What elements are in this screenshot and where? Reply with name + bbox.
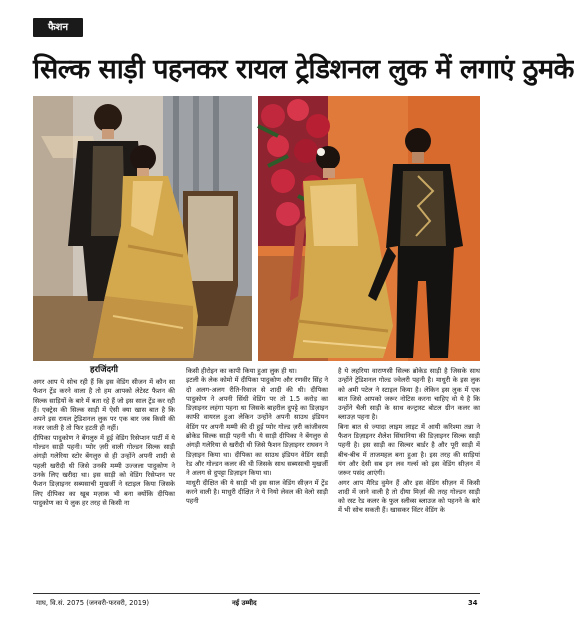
- article-paragraph: दीपिका पादुकोण ने बेंगलुरु में हुई वेडिंग रिसेप्शन पार्टी में ये गोल्डन साड़ी पहनी। प्योर ज़री वाली गोल्डन सिल्क साड़ी अंगड़ी गलेरिया स्टोर बेंगलुरु से ही उन्होंने अपनी शादी से पहली खरीदी थी जिसे उनकी मम्मी उज्जला पादुकोण ने उनके लिए खरीदा था। इस साड़ी को वेडिंग रिसेप्शन पर फैशन डिज़ाइनर सब्यसाची मुखर्जी ने स्टाइल किया जिसके लिए दीपिका का खूब मज़ाक भी बना क्योंकि दीपिका पादुकोण का ये लुक हर तरह से किसी ना: [33, 433, 175, 507]
- section-tag: फैशन: [33, 18, 83, 37]
- article-paragraph: अगर आप ये सोच रही हैं कि इस वेडिंग सीजन में कौन सा फैशन ट्रेंड करने वाला है तो हम आपको लेटेस्ट फैशन की सिल्क साड़ियों के बारे में बता रहे हैं जो इस साल ट्रेंड कर रही हैं। एक्ट्रेस की सिल्क साड़ी में ऐसी क्या खास बात है कि अपने इस रायल ट्रेडिशनल लुक पर एक बार जब किसी की नजर जाती है तो फिर हटती ही नहीं।: [33, 378, 175, 433]
- article-paragraph: अगर आप मैरिड वुमेन हैं और इस वेडिंग सीज़न में किसी शादी में जाने वाली है तो दीया मिर्ज़ा की तरह गोल्डन साड़ी को रस्ट रेड कलर के फुल स्लीव्स ब्लाउज को पहनने के बारे में भी सोच सकती हैं। खासकर विंटर वेडिंग के: [338, 478, 480, 515]
- article-paragraph: किसी हीरोइन का कापी किया हुआ लुक ही था।: [186, 367, 297, 375]
- footer-issue: माघ, वि.सं. 2075 (जनवरी-फरवरी, 2019): [36, 599, 150, 607]
- byline: हरजिंदगी: [90, 365, 118, 375]
- article-paragraph: इटली के लेक कोमो में दीपिका पादुकोण और रणवीर सिंह ने दो अलग-अलग रीति-रिवाज से शादी की थी। दीपिका पादुकोण ने अपनी सिंधी वेडिंग पर तो 1.5 करोड़ का डिज़ाइनर लहंगा पहना था जिसके बाहरील दुपट्टे का डिज़ाइन काफी वायरल हुआ लेकिन उन्होंने अपनी साउथ इंडियन वेडिंग पर अपनी मम्मी की दी हुई प्योर गोल्ड ज़री कांजीवरम ब्रोकेड सिल्क साड़ी पहनी थी। ये साड़ी दीपिका ने बेंगलुरु से अंगड़ी गलेरिया से खरीदी थी जिसे फैशन डिज़ाइनर राघवन ने डिज़ाइन किया था। दीपिका का साउथ इंडियन वेडिंग साड़ी रेड और गोल्डन कलर की थी जिसके साथ सब्यसाची मुखर्जी ने अलग से दुपट्टा डिज़ाइन किया था।: [186, 376, 328, 478]
- article-paragraph: है ये लहरिया वाराणसी सिल्क ब्रोकेड साड़ी है जिसके साथ उन्होंने ट्रेडिशनल गोल्ड ज्वेलरी पहनी है। माधुरी के इस लुक को अमी पटेल ने स्टाइल किया है। लेकिन इस लुक में एक बात जिसे आपको जरूर नोटिस करना चाहिए वो ये है कि उन्होंने चैली साड़ी के साथ कन्ट्रास्ट बोटल ग्रीन कलर का ब्लाउज़ पहना है।: [338, 367, 480, 422]
- article-paragraph: माधुरी दीक्षित की ये साड़ी भी इस साल वेडिंग सीज़न में ट्रेंड करने वाली है। माधुरी दीक्षित ने ये नियो लेवल की वेलो साड़ी पहनी: [186, 478, 328, 506]
- article-column-1: [33, 378, 175, 584]
- footer-magazine-name: नई उम्मीद: [232, 599, 257, 607]
- photo-right: [258, 96, 480, 361]
- page-number: 34: [468, 599, 478, 607]
- photo-left: [33, 96, 252, 361]
- article-column-2: [186, 367, 328, 584]
- headline: सिल्क साड़ी पहनकर रायल ट्रेडिशनल लुक में लगाएं ठुमके: [33, 54, 574, 85]
- couple-photo-icon: [258, 96, 480, 361]
- couple-photo-icon: [33, 96, 252, 361]
- article-paragraph: बिना बात से ज्यादा लाइम लाइट में आयी करिश्मा तन्ना ने फैशन डिज़ाइनर शैलेश सिंघानिया की डिज़ाइनर सिल्क साड़ी पहनी है। इस साड़ी का सिल्वर बार्डर है और पूरी साड़ी में बीच-बीच में ताजमहल बना हुआ है। इस तरह की साड़ियां यंग और देसी सब इन लव गर्ल्स को इस वेडिंग सीज़न में जरूर पसंद आएंगी।: [338, 422, 480, 478]
- article-column-3: [338, 367, 480, 584]
- footer-divider: [33, 593, 480, 594]
